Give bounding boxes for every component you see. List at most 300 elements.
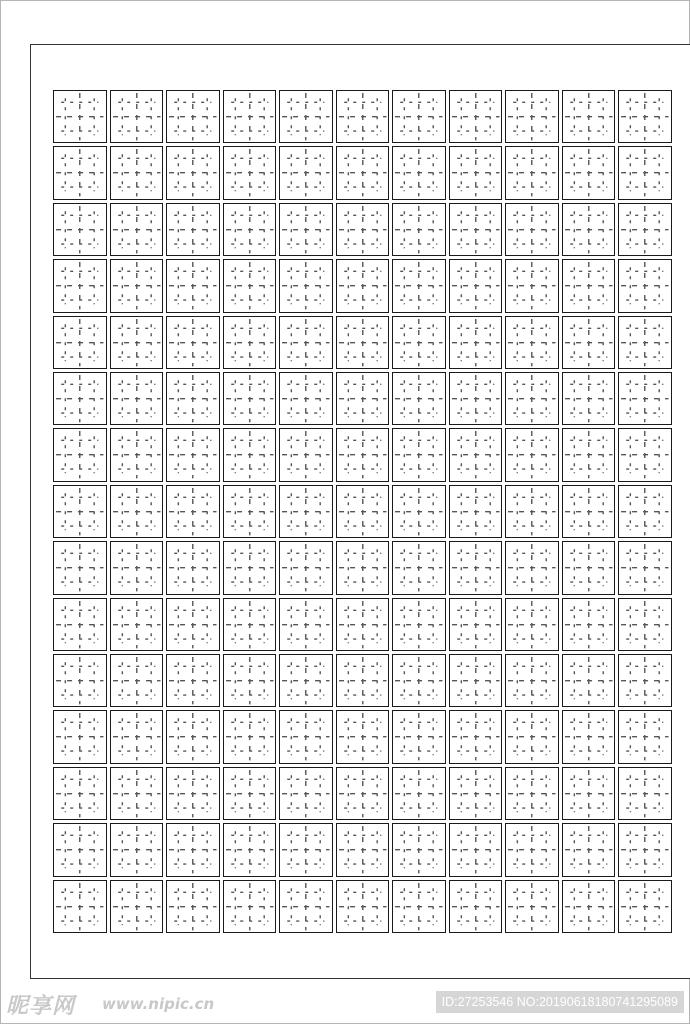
grid-cell xyxy=(110,90,164,143)
cell-guide-lines xyxy=(111,373,163,424)
grid-cell xyxy=(449,767,503,820)
cell-guide-lines xyxy=(224,260,276,311)
grid-cell xyxy=(562,767,616,820)
cell-guide-lines xyxy=(506,824,558,875)
cell-guide-lines xyxy=(450,824,502,875)
grid-cell xyxy=(562,654,616,707)
grid-cell xyxy=(279,880,333,933)
cell-guide-lines xyxy=(450,881,502,932)
grid-cell xyxy=(166,259,220,312)
grid-cell xyxy=(166,485,220,538)
cell-guide-lines xyxy=(450,429,502,480)
cell-guide-lines xyxy=(280,655,332,706)
grid-cell xyxy=(110,710,164,763)
grid-cell xyxy=(336,203,390,256)
cell-guide-lines xyxy=(393,711,445,762)
cell-guide-lines xyxy=(167,147,219,198)
grid-cell xyxy=(392,428,446,481)
grid-cell xyxy=(392,259,446,312)
grid-cell xyxy=(110,823,164,876)
cell-guide-lines xyxy=(337,655,389,706)
practice-grid xyxy=(53,90,672,933)
cell-guide-lines xyxy=(506,655,558,706)
cell-guide-lines xyxy=(506,881,558,932)
cell-guide-lines xyxy=(393,204,445,255)
grid-cell xyxy=(449,372,503,425)
cell-guide-lines xyxy=(563,91,615,142)
cell-guide-lines xyxy=(337,711,389,762)
cell-guide-lines xyxy=(167,429,219,480)
grid-cell xyxy=(449,428,503,481)
cell-guide-lines xyxy=(337,429,389,480)
grid-cell xyxy=(618,654,672,707)
grid-cell xyxy=(166,598,220,651)
cell-guide-lines xyxy=(54,768,106,819)
grid-cell xyxy=(166,90,220,143)
grid-cell xyxy=(562,428,616,481)
grid-cell xyxy=(505,485,559,538)
cell-guide-lines xyxy=(506,768,558,819)
cell-guide-lines xyxy=(563,204,615,255)
cell-guide-lines xyxy=(337,824,389,875)
grid-cell xyxy=(562,710,616,763)
grid-cell xyxy=(505,90,559,143)
grid-cell xyxy=(449,259,503,312)
grid-cell xyxy=(336,710,390,763)
cell-guide-lines xyxy=(563,655,615,706)
grid-cell xyxy=(223,316,277,369)
grid-cell xyxy=(166,541,220,594)
cell-guide-lines xyxy=(450,373,502,424)
cell-guide-lines xyxy=(450,711,502,762)
grid-cell xyxy=(110,598,164,651)
grid-cell xyxy=(223,428,277,481)
cell-guide-lines xyxy=(563,599,615,650)
cell-guide-lines xyxy=(111,486,163,537)
grid-cell xyxy=(449,598,503,651)
cell-guide-lines xyxy=(224,429,276,480)
grid-cell xyxy=(110,203,164,256)
grid-cell xyxy=(223,485,277,538)
grid-cell xyxy=(392,372,446,425)
cell-guide-lines xyxy=(167,260,219,311)
cell-guide-lines xyxy=(619,711,671,762)
cell-guide-lines xyxy=(54,147,106,198)
grid-cell xyxy=(336,598,390,651)
grid-cell xyxy=(223,823,277,876)
cell-guide-lines xyxy=(167,768,219,819)
cell-guide-lines xyxy=(337,317,389,368)
grid-cell xyxy=(618,880,672,933)
cell-guide-lines xyxy=(337,91,389,142)
cell-guide-lines xyxy=(619,373,671,424)
cell-guide-lines xyxy=(619,599,671,650)
grid-cell xyxy=(449,316,503,369)
cell-guide-lines xyxy=(167,881,219,932)
cell-guide-lines xyxy=(450,542,502,593)
grid-cell xyxy=(53,372,107,425)
cell-guide-lines xyxy=(111,260,163,311)
grid-cell xyxy=(279,259,333,312)
cell-guide-lines xyxy=(450,147,502,198)
cell-guide-lines xyxy=(337,486,389,537)
grid-cell xyxy=(336,146,390,199)
grid-cell xyxy=(336,767,390,820)
grid-cell xyxy=(53,598,107,651)
cell-guide-lines xyxy=(224,599,276,650)
grid-cell xyxy=(618,146,672,199)
grid-cell xyxy=(53,654,107,707)
cell-guide-lines xyxy=(111,204,163,255)
grid-cell xyxy=(618,710,672,763)
cell-guide-lines xyxy=(280,429,332,480)
cell-guide-lines xyxy=(506,486,558,537)
grid-cell xyxy=(53,146,107,199)
cell-guide-lines xyxy=(563,824,615,875)
watermark-bar xyxy=(0,985,690,1024)
cell-guide-lines xyxy=(506,91,558,142)
cell-guide-lines xyxy=(450,599,502,650)
grid-cell xyxy=(223,654,277,707)
cell-guide-lines xyxy=(280,768,332,819)
grid-cell xyxy=(336,428,390,481)
cell-guide-lines xyxy=(450,655,502,706)
grid-cell xyxy=(279,710,333,763)
watermark-id: ID:27253546 NO:20190618180741295089 xyxy=(436,991,684,1013)
cell-guide-lines xyxy=(167,711,219,762)
grid-cell xyxy=(279,485,333,538)
cell-guide-lines xyxy=(337,599,389,650)
grid-cell xyxy=(505,316,559,369)
cell-guide-lines xyxy=(111,824,163,875)
grid-cell xyxy=(110,880,164,933)
cell-guide-lines xyxy=(393,655,445,706)
grid-cell xyxy=(336,372,390,425)
grid-cell xyxy=(110,541,164,594)
watermark-url: www.nipic.cn xyxy=(102,995,215,1013)
cell-guide-lines xyxy=(450,768,502,819)
grid-cell xyxy=(392,485,446,538)
grid-cell xyxy=(392,90,446,143)
grid-cell xyxy=(166,823,220,876)
grid-cell xyxy=(505,372,559,425)
cell-guide-lines xyxy=(280,599,332,650)
grid-cell xyxy=(223,372,277,425)
watermark-logo: 昵享网 xyxy=(6,994,76,1019)
cell-guide-lines xyxy=(563,317,615,368)
grid-cell xyxy=(110,316,164,369)
cell-guide-lines xyxy=(224,881,276,932)
grid-cell xyxy=(336,654,390,707)
grid-cell xyxy=(562,203,616,256)
cell-guide-lines xyxy=(167,542,219,593)
cell-guide-lines xyxy=(393,429,445,480)
cell-guide-lines xyxy=(280,91,332,142)
grid-cell xyxy=(336,823,390,876)
grid-cell xyxy=(562,485,616,538)
grid-cell xyxy=(392,146,446,199)
cell-guide-lines xyxy=(563,486,615,537)
cell-guide-lines xyxy=(450,204,502,255)
grid-cell xyxy=(166,428,220,481)
cell-guide-lines xyxy=(280,260,332,311)
grid-cell xyxy=(449,710,503,763)
grid-cell xyxy=(618,767,672,820)
cell-guide-lines xyxy=(337,260,389,311)
cell-guide-lines xyxy=(337,373,389,424)
cell-guide-lines xyxy=(563,711,615,762)
cell-guide-lines xyxy=(506,599,558,650)
cell-guide-lines xyxy=(393,824,445,875)
grid-cell xyxy=(392,654,446,707)
grid-cell xyxy=(562,823,616,876)
cell-guide-lines xyxy=(393,260,445,311)
cell-guide-lines xyxy=(563,542,615,593)
grid-cell xyxy=(336,880,390,933)
grid-cell xyxy=(562,598,616,651)
grid-cell xyxy=(449,146,503,199)
grid-cell xyxy=(223,710,277,763)
grid-cell xyxy=(279,823,333,876)
grid-cell xyxy=(53,203,107,256)
cell-guide-lines xyxy=(54,486,106,537)
cell-guide-lines xyxy=(563,260,615,311)
cell-guide-lines xyxy=(111,542,163,593)
cell-guide-lines xyxy=(619,317,671,368)
cell-guide-lines xyxy=(619,768,671,819)
grid-cell xyxy=(223,541,277,594)
grid-cell xyxy=(505,598,559,651)
grid-cell xyxy=(562,146,616,199)
cell-guide-lines xyxy=(280,711,332,762)
grid-cell xyxy=(279,428,333,481)
cell-guide-lines xyxy=(337,542,389,593)
grid-cell xyxy=(562,372,616,425)
cell-guide-lines xyxy=(167,91,219,142)
cell-guide-lines xyxy=(54,429,106,480)
grid-cell xyxy=(279,654,333,707)
cell-guide-lines xyxy=(563,147,615,198)
grid-cell xyxy=(110,767,164,820)
cell-guide-lines xyxy=(337,204,389,255)
grid-cell xyxy=(449,541,503,594)
cell-guide-lines xyxy=(54,599,106,650)
grid-cell xyxy=(223,90,277,143)
cell-guide-lines xyxy=(506,542,558,593)
cell-guide-lines xyxy=(506,429,558,480)
grid-cell xyxy=(505,880,559,933)
grid-cell xyxy=(618,598,672,651)
grid-cell xyxy=(110,259,164,312)
grid-cell xyxy=(110,146,164,199)
cell-guide-lines xyxy=(167,655,219,706)
cell-guide-lines xyxy=(224,824,276,875)
grid-cell xyxy=(449,203,503,256)
grid-cell xyxy=(166,372,220,425)
grid-cell xyxy=(223,146,277,199)
cell-guide-lines xyxy=(54,317,106,368)
cell-guide-lines xyxy=(167,317,219,368)
grid-cell xyxy=(279,316,333,369)
cell-guide-lines xyxy=(619,824,671,875)
cell-guide-lines xyxy=(393,599,445,650)
grid-cell xyxy=(223,598,277,651)
cell-guide-lines xyxy=(54,91,106,142)
cell-guide-lines xyxy=(224,147,276,198)
grid-cell xyxy=(562,259,616,312)
cell-guide-lines xyxy=(54,204,106,255)
grid-cell xyxy=(166,146,220,199)
cell-guide-lines xyxy=(280,542,332,593)
grid-cell xyxy=(505,654,559,707)
grid-cell xyxy=(618,541,672,594)
cell-guide-lines xyxy=(54,881,106,932)
cell-guide-lines xyxy=(393,91,445,142)
grid-cell xyxy=(392,316,446,369)
grid-cell xyxy=(336,259,390,312)
grid-cell xyxy=(336,485,390,538)
grid-cell xyxy=(223,767,277,820)
cell-guide-lines xyxy=(280,824,332,875)
cell-guide-lines xyxy=(224,768,276,819)
grid-cell xyxy=(279,90,333,143)
cell-guide-lines xyxy=(506,204,558,255)
grid-cell xyxy=(618,823,672,876)
grid-cell xyxy=(279,203,333,256)
cell-guide-lines xyxy=(280,204,332,255)
cell-guide-lines xyxy=(450,91,502,142)
grid-cell xyxy=(279,372,333,425)
grid-cell xyxy=(562,880,616,933)
cell-guide-lines xyxy=(337,881,389,932)
grid-cell xyxy=(449,90,503,143)
grid-cell xyxy=(618,316,672,369)
cell-guide-lines xyxy=(393,486,445,537)
cell-guide-lines xyxy=(111,317,163,368)
cell-guide-lines xyxy=(563,373,615,424)
cell-guide-lines xyxy=(563,768,615,819)
cell-guide-lines xyxy=(280,486,332,537)
grid-cell xyxy=(53,90,107,143)
cell-guide-lines xyxy=(619,655,671,706)
cell-guide-lines xyxy=(506,373,558,424)
cell-guide-lines xyxy=(280,147,332,198)
grid-cell xyxy=(505,146,559,199)
grid-cell xyxy=(279,146,333,199)
cell-guide-lines xyxy=(393,147,445,198)
cell-guide-lines xyxy=(224,486,276,537)
cell-guide-lines xyxy=(393,317,445,368)
grid-cell xyxy=(110,654,164,707)
grid-cell xyxy=(618,372,672,425)
cell-guide-lines xyxy=(563,881,615,932)
grid-cell xyxy=(166,767,220,820)
cell-guide-lines xyxy=(450,260,502,311)
grid-cell xyxy=(505,203,559,256)
grid-cell xyxy=(505,541,559,594)
grid-cell xyxy=(336,90,390,143)
cell-guide-lines xyxy=(506,317,558,368)
cell-guide-lines xyxy=(450,486,502,537)
grid-cell xyxy=(562,90,616,143)
grid-cell xyxy=(53,259,107,312)
grid-cell xyxy=(392,823,446,876)
grid-cell xyxy=(336,316,390,369)
cell-guide-lines xyxy=(167,204,219,255)
cell-guide-lines xyxy=(619,204,671,255)
grid-cell xyxy=(562,541,616,594)
cell-guide-lines xyxy=(167,824,219,875)
grid-cell xyxy=(53,710,107,763)
cell-guide-lines xyxy=(619,486,671,537)
grid-cell xyxy=(505,767,559,820)
cell-guide-lines xyxy=(393,373,445,424)
cell-guide-lines xyxy=(224,91,276,142)
grid-cell xyxy=(110,485,164,538)
cell-guide-lines xyxy=(111,91,163,142)
cell-guide-lines xyxy=(111,599,163,650)
cell-guide-lines xyxy=(280,317,332,368)
grid-cell xyxy=(53,823,107,876)
cell-guide-lines xyxy=(111,655,163,706)
cell-guide-lines xyxy=(224,711,276,762)
grid-cell xyxy=(618,428,672,481)
grid-cell xyxy=(110,372,164,425)
grid-cell xyxy=(223,880,277,933)
grid-cell xyxy=(505,710,559,763)
grid-cell xyxy=(449,485,503,538)
grid-cell xyxy=(279,767,333,820)
grid-cell xyxy=(449,654,503,707)
cell-guide-lines xyxy=(111,881,163,932)
cell-guide-lines xyxy=(619,147,671,198)
grid-cell xyxy=(392,710,446,763)
cell-guide-lines xyxy=(224,373,276,424)
cell-guide-lines xyxy=(450,317,502,368)
cell-guide-lines xyxy=(393,542,445,593)
cell-guide-lines xyxy=(54,260,106,311)
grid-cell xyxy=(166,654,220,707)
grid-cell xyxy=(223,259,277,312)
cell-guide-lines xyxy=(167,599,219,650)
grid-cell xyxy=(166,710,220,763)
grid-cell xyxy=(336,541,390,594)
grid-cell xyxy=(166,316,220,369)
cell-guide-lines xyxy=(54,711,106,762)
cell-guide-lines xyxy=(563,429,615,480)
cell-guide-lines xyxy=(224,542,276,593)
cell-guide-lines xyxy=(167,373,219,424)
cell-guide-lines xyxy=(506,147,558,198)
grid-cell xyxy=(392,203,446,256)
cell-guide-lines xyxy=(506,711,558,762)
cell-guide-lines xyxy=(224,204,276,255)
cell-guide-lines xyxy=(111,147,163,198)
grid-cell xyxy=(618,259,672,312)
grid-cell xyxy=(392,767,446,820)
grid-cell xyxy=(53,541,107,594)
grid-cell xyxy=(392,541,446,594)
grid-cell xyxy=(53,316,107,369)
grid-cell xyxy=(449,823,503,876)
grid-cell xyxy=(505,428,559,481)
grid-cell xyxy=(392,880,446,933)
grid-cell xyxy=(505,823,559,876)
cell-guide-lines xyxy=(280,373,332,424)
grid-cell xyxy=(618,203,672,256)
grid-cell xyxy=(279,541,333,594)
cell-guide-lines xyxy=(54,373,106,424)
